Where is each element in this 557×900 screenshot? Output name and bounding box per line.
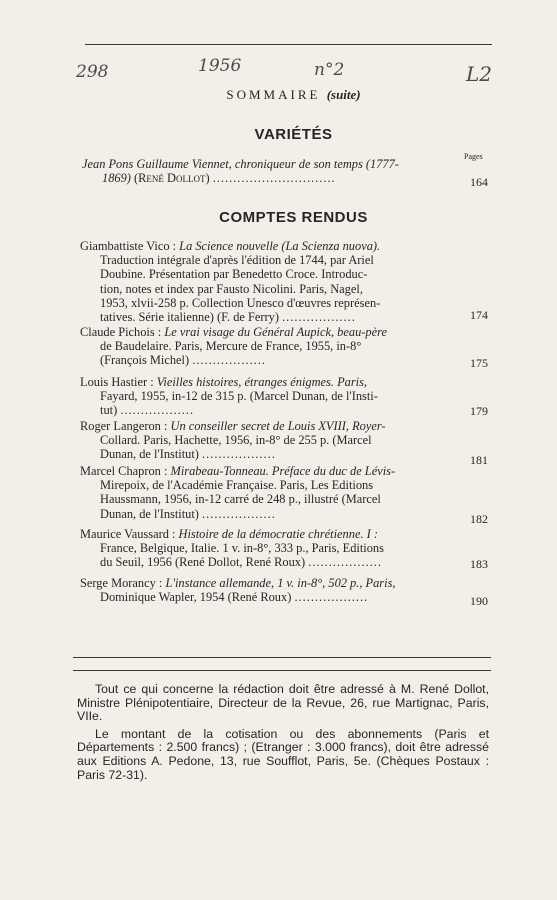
entry-last-line: (François Michel) .................. (100, 353, 266, 368)
entry-author: Serge Morancy : (80, 576, 166, 590)
entry-line: tion, notes et index par Fausto Nicolini. Paris, Nagel, (100, 281, 363, 296)
sommaire-title: SOMMAIRE (226, 87, 321, 102)
comptes-rendus-heading: COMPTES RENDUS (219, 209, 368, 226)
entry-line: Traduction intégrale d'après l'édition de 1744, par Ariel (100, 253, 374, 268)
entry-last-line: Dunan, de l'Institut) .................. (100, 506, 276, 521)
entry-author: Giambattiste Vico : (80, 239, 180, 253)
entry-author: Claude Pichois : (80, 325, 165, 339)
entry-line: Haussmann, 1956, in-12 carré de 248 p., illustré (Marcel (100, 492, 381, 507)
entry-line: Mirepoix, de l'Académie Française. Paris, Les Editions (100, 478, 374, 493)
footer-cotisation: Le montant de la cotisation ou des abonnements (Paris et Départements : 2.500 francs) ; (Etranger : 3.000 francs), doit être adressé aux Editions A. Pedone, 13, rue Soufflot, Paris, 5e. (Chèques Postaux : Paris 72-31). (77, 726, 489, 782)
entry-author: Roger Langeron : (80, 419, 171, 433)
entry-title: La Science nouvelle (La Scienza nuova). (179, 239, 381, 253)
entry-title: Histoire de la démocratie chrétienne. I : (178, 527, 378, 541)
entry-page: 174 (470, 308, 488, 322)
entry-title: Mirabeau-Tonneau. Préface du duc de Lévis- (170, 464, 396, 478)
entry-last-line: Dominique Wapler, 1954 (René Roux) .................. (100, 590, 369, 605)
entry-last-line: tatives. Série italienne) (F. de Ferry) .................. (100, 310, 356, 325)
entry-page: 181 (470, 453, 488, 467)
varietes-entry-title-cont: 1869) (102, 171, 131, 186)
entry-author: Louis Hastier : (80, 375, 157, 389)
compte-rendu-entry (80, 239, 455, 324)
handwritten-year: 1956 (198, 56, 242, 76)
handwritten-issue: n°2 (314, 60, 345, 80)
sommaire-heading (0, 87, 557, 103)
entry-title: L'instance allemande, 1 v. in-8°, 502 p., Paris, (165, 576, 396, 590)
compte-rendu-entry (80, 576, 455, 604)
compte-rendu-entry (80, 419, 455, 462)
entry-page: 190 (470, 594, 488, 608)
entry-page: 179 (470, 404, 488, 418)
varietes-heading: VARIÉTÉS (254, 126, 333, 143)
footer-notice (77, 683, 489, 786)
compte-rendu-entry (80, 464, 455, 521)
entry-page: 182 (470, 512, 488, 526)
entry-line: de Baudelaire. Paris, Mercure de France, 1955, in-8° (100, 339, 362, 354)
handwritten-mark-right: L2 (466, 62, 493, 86)
entry-line: Doubine. Présentation par Benedetto Croce. Introduc- (100, 267, 368, 282)
compte-rendu-entry (80, 375, 455, 418)
varietes-entry-title: Jean Pons Guillaume Viennet, chroniqueur de son temps (1777- (82, 157, 399, 171)
entry-line: Fayard, 1955, in-12 de 315 p. (Marcel Dunan, de l'Insti- (100, 389, 378, 404)
entry-line: 1953, xlvii-258 p. Collection Unesco d'œuvres représen- (100, 295, 381, 310)
pages-label: Pages (464, 152, 483, 161)
entry-title: Le vrai visage du Général Aupick, beau-père (164, 325, 387, 339)
entry-title: Un conseiller secret de Louis XVIII, Royer- (170, 419, 386, 433)
top-rule (85, 44, 492, 45)
compte-rendu-entry (80, 527, 455, 570)
entry-author: Maurice Vaussard : (80, 527, 179, 541)
footer-rule-top (73, 657, 491, 658)
entry-line: France, Belgique, Italie. 1 v. in-8°, 333 p., Paris, Editions (100, 541, 384, 556)
entry-page: 183 (470, 557, 488, 571)
handwritten-number-left: 298 (76, 62, 109, 82)
varietes-entry: Jean Pons Guillaume Viennet, chroniqueur de son temps (1777- 1869) (René Dollot) .............................. (82, 157, 454, 185)
entry-last-line: Dunan, de l'Institut) .................. (100, 447, 276, 462)
entry-last-line: tut) .................. (100, 403, 195, 418)
varietes-entry-author: (René Dollot) (134, 171, 210, 186)
varietes-entry-page: 164 (470, 175, 488, 189)
compte-rendu-entry (80, 325, 455, 368)
entry-page: 175 (470, 356, 488, 370)
entry-line: Collard. Paris, Hachette, 1956, in-8° de 255 p. (Marcel (100, 433, 372, 448)
sommaire-suite: (suite) (326, 87, 361, 102)
footer-redaction: Tout ce qui concerne la rédaction doit être adressé à M. René Dollot, Ministre Plénipotentiaire, Directeur de la Revue, 26, rue Martignac, Paris, VIIe. (77, 682, 489, 724)
entry-last-line: du Seuil, 1956 (René Dollot, René Roux) .................. (100, 555, 382, 570)
entry-title: Vieilles histoires, étranges énigmes. Paris, (156, 375, 368, 389)
footer-rule-bottom (73, 670, 491, 671)
entry-author: Marcel Chapron : (80, 464, 171, 478)
